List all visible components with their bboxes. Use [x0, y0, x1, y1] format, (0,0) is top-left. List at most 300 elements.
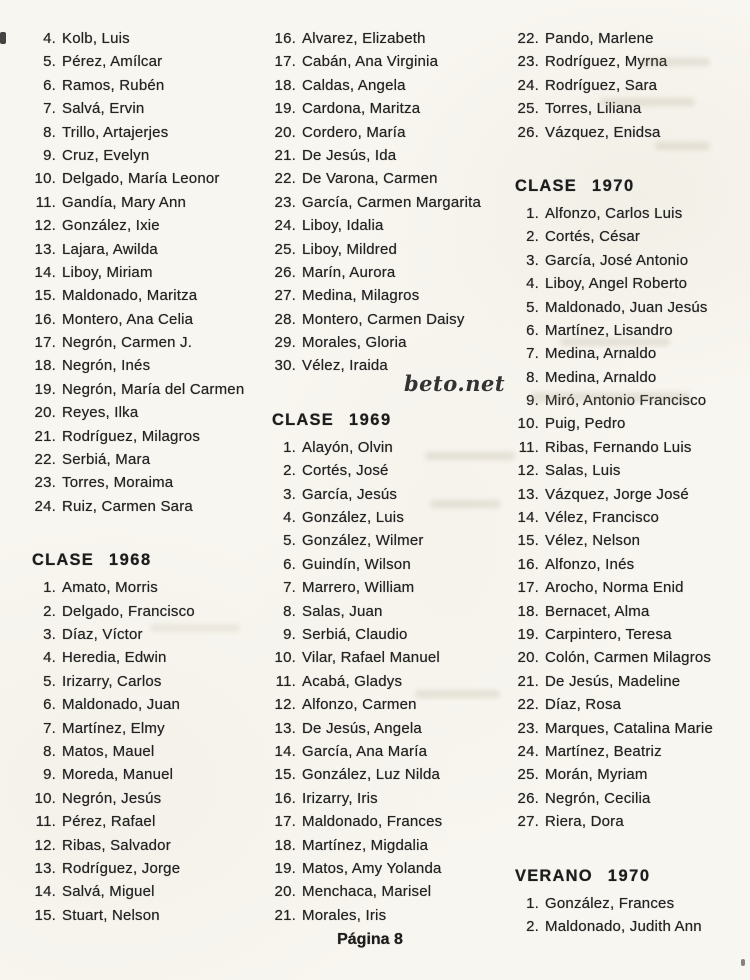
entry-name: Díaz, Rosa: [545, 696, 622, 714]
entry-name: Rodríguez, Myrna: [545, 53, 668, 71]
entry-number: 3.: [43, 625, 56, 643]
entry-name: Menchaca, Marisel: [302, 883, 432, 901]
entry-number: 22.: [517, 30, 539, 47]
roster-entry: [22, 214, 262, 237]
roster-column-right: [505, 27, 750, 938]
roster-entry: [262, 331, 502, 354]
scan-artifact: [741, 959, 745, 966]
roster-entry: [22, 378, 262, 401]
roster-entry: [262, 810, 502, 833]
entry-number: 17.: [274, 813, 296, 831]
roster-entry: [22, 495, 262, 518]
bleed-through-artifact: [655, 142, 710, 150]
entry-name: Delgado, Francisco: [62, 602, 195, 620]
entry-name: Salvá, Miguel: [62, 883, 155, 901]
roster-entry: [262, 191, 502, 214]
roster-entry: [505, 225, 750, 248]
entry-number: 9.: [526, 392, 539, 410]
roster-entry: [262, 553, 502, 576]
entry-number: 15.: [274, 766, 296, 784]
roster-entry: [22, 97, 262, 120]
entry-name: Pérez, Rafael: [62, 813, 156, 831]
bleed-through-artifact: [415, 690, 500, 698]
entry-number: 12.: [34, 836, 56, 854]
roster-entry: [505, 892, 750, 915]
entry-name: Maldonado, Juan: [62, 696, 181, 714]
entry-number: 9.: [43, 146, 56, 164]
entry-name: Riera, Dora: [545, 813, 624, 831]
roster-entry: [22, 191, 262, 214]
roster-entry: [505, 483, 750, 506]
roster-entry: [505, 121, 750, 144]
bleed-through-artifact: [530, 392, 690, 402]
entry-number: 8.: [283, 602, 296, 620]
roster-entry: [22, 167, 262, 190]
roster-entry: [505, 412, 750, 435]
entry-number: 24.: [517, 76, 539, 94]
entry-name: De Jesús, Madeline: [545, 672, 681, 690]
roster-entry: [22, 448, 262, 471]
entry-number: 27.: [517, 813, 539, 831]
entry-name: Guindín, Wilson: [302, 555, 411, 573]
entry-name: González, Luz Nilda: [302, 766, 441, 784]
entry-name: Cruz, Evelyn: [62, 146, 150, 164]
roster-entry: [505, 717, 750, 740]
entry-name: Cardona, Maritza: [302, 100, 421, 118]
roster-entry: [505, 50, 750, 73]
roster-column-middle: [262, 27, 502, 927]
entry-number: 4.: [43, 649, 56, 667]
section-heading: [505, 864, 750, 888]
entry-name: Salas, Luis: [545, 462, 621, 480]
entry-name: Matos, Mauel: [62, 742, 155, 760]
roster-entry: [22, 308, 262, 331]
entry-name: Montero, Ana Celia: [62, 310, 194, 328]
roster-entry: [262, 284, 502, 307]
roster-entry: [262, 214, 502, 237]
entry-number: 16.: [34, 310, 56, 328]
entry-name: Medina, Arnaldo: [545, 368, 657, 386]
entry-number: 23.: [274, 193, 296, 211]
entry-name: Marín, Aurora: [302, 263, 396, 281]
entry-name: Díaz, Víctor: [62, 625, 143, 643]
entry-name: Negrón, Carmen J.: [62, 334, 193, 352]
entry-name: Vilar, Rafael Manuel: [302, 649, 440, 667]
roster-entry: [505, 272, 750, 295]
entry-number: 30.: [274, 357, 296, 375]
entry-name: Stuart, Nelson: [62, 906, 160, 924]
roster-entry: [505, 459, 750, 482]
entry-name: Alfonzo, Carmen: [302, 696, 417, 714]
entry-name: García, Carmen Margarita: [302, 193, 482, 211]
entry-name: Miró, Antonio Francisco: [545, 392, 707, 410]
bleed-through-artifact: [560, 338, 670, 346]
entry-number: 26.: [517, 123, 539, 141]
entry-number: 11.: [518, 438, 539, 456]
entry-name: Reyes, Ilka: [62, 404, 139, 422]
entry-name: Negrón, Cecilia: [545, 789, 651, 807]
entry-name: Negrón, Inés: [62, 357, 151, 375]
entry-name: Alfonzo, Inés: [545, 555, 635, 573]
roster-entry: [22, 401, 262, 424]
roster-entry: [262, 904, 502, 927]
entry-name: Ribas, Fernando Luis: [545, 438, 692, 456]
section-heading-year: 1970: [607, 866, 651, 885]
entry-name: Liboy, Angel Roberto: [545, 275, 688, 293]
entry-number: 19.: [274, 100, 296, 118]
entry-number: 6.: [43, 76, 56, 94]
entry-name: Montero, Carmen Daisy: [302, 310, 465, 328]
roster-entry: [262, 717, 502, 740]
entry-number: 28.: [274, 310, 296, 328]
entry-number: 23.: [517, 53, 539, 71]
roster-entry: [505, 787, 750, 810]
roster-entry: [22, 354, 262, 377]
entry-name: Liboy, Miriam: [62, 263, 153, 281]
entry-name: Vázquez, Jorge José: [545, 485, 689, 503]
roster-entry: [262, 144, 502, 167]
entry-name: García, Ana María: [302, 742, 428, 760]
entry-name: Maldonado, Juan Jesús: [545, 298, 708, 316]
entry-number: 4.: [526, 275, 539, 293]
entry-name: Rodríguez, Sara: [545, 76, 658, 94]
entry-name: Pérez, Amílcar: [62, 53, 163, 71]
entry-name: González, Ixie: [62, 217, 160, 235]
entry-name: Vélez, Nelson: [545, 532, 641, 550]
section-heading: [262, 408, 502, 432]
roster-entry: [262, 459, 502, 482]
roster-entry: [262, 308, 502, 331]
entry-number: 15.: [34, 906, 56, 924]
roster-entry: [505, 763, 750, 786]
entry-number: 12.: [274, 696, 296, 714]
roster-entry: [505, 202, 750, 225]
roster-entry: [505, 366, 750, 389]
entry-name: De Varona, Carmen: [302, 170, 438, 188]
entry-number: 20.: [517, 649, 539, 667]
entry-name: Matos, Amy Yolanda: [302, 859, 442, 877]
entry-number: 9.: [43, 766, 56, 784]
entry-number: 14.: [34, 883, 56, 901]
entry-number: 26.: [517, 789, 539, 807]
entry-name: Maldonado, Frances: [302, 813, 443, 831]
roster-entry: [505, 740, 750, 763]
bleed-through-artifact: [640, 58, 710, 66]
entry-name: Caldas, Angela: [302, 76, 406, 94]
entry-name: Gandía, Mary Ann: [62, 193, 187, 211]
roster-entry: [22, 238, 262, 261]
entry-number: 20.: [34, 404, 56, 422]
entry-number: 7.: [526, 345, 539, 363]
entry-name: Irizarry, Iris: [302, 789, 378, 807]
roster-entry: [505, 670, 750, 693]
bleed-through-artifact: [150, 624, 240, 632]
roster-entry: [22, 763, 262, 786]
entry-number: 14.: [517, 509, 539, 527]
entry-name: Marques, Catalina Marie: [545, 719, 714, 737]
roster-entry: [262, 834, 502, 857]
entry-number: 21.: [274, 146, 296, 164]
entry-name: Pando, Marlene: [545, 30, 654, 47]
entry-name: Vázquez, Enidsa: [545, 123, 661, 141]
roster-entry: [262, 576, 502, 599]
section-heading-year: 1968: [108, 551, 152, 570]
entry-number: 17.: [34, 334, 56, 352]
entry-number: 12.: [34, 217, 56, 235]
entry-number: 21.: [517, 672, 539, 690]
entry-name: Ramos, Rubén: [62, 76, 165, 94]
entry-name: Martínez, Beatriz: [545, 742, 662, 760]
bleed-through-artifact: [430, 500, 500, 508]
roster-entry: [22, 880, 262, 903]
entry-number: 10.: [517, 415, 539, 433]
entry-number: 18.: [517, 602, 539, 620]
roster-entry: [22, 810, 262, 833]
entry-number: 24.: [517, 742, 539, 760]
entry-number: 4.: [283, 509, 296, 527]
roster-entry: [22, 576, 262, 599]
entry-number: 14.: [274, 742, 296, 760]
section-heading: [505, 174, 750, 198]
entry-number: 5.: [43, 53, 56, 71]
page-number: Página 8: [337, 931, 403, 948]
entry-name: Vélez, Iraida: [302, 357, 388, 375]
entry-number: 3.: [526, 251, 539, 269]
entry-number: 17.: [517, 579, 539, 597]
entry-name: Marrero, William: [302, 579, 415, 597]
entry-number: 19.: [517, 625, 539, 643]
entry-name: García, José Antonio: [545, 251, 689, 269]
section-heading-label: VERANO: [515, 866, 593, 885]
section-heading-label: CLASE: [32, 551, 94, 570]
entry-name: Martínez, Elmy: [62, 719, 165, 737]
entry-name: Irizarry, Carlos: [62, 672, 162, 690]
roster-entry: [262, 623, 502, 646]
entry-number: 24.: [34, 497, 56, 515]
roster-entry: [505, 576, 750, 599]
entry-name: Rodríguez, Milagros: [62, 427, 201, 445]
roster-entry: [22, 121, 262, 144]
entry-number: 1.: [43, 579, 56, 597]
roster-entry: [22, 600, 262, 623]
bleed-through-artifact: [425, 452, 515, 460]
entry-number: 22.: [34, 451, 56, 469]
entry-name: García, Jesús: [302, 485, 398, 503]
roster-entry: [262, 506, 502, 529]
entry-name: Ruiz, Carmen Sara: [62, 497, 193, 515]
entry-number: 29.: [274, 334, 296, 352]
entry-number: 13.: [274, 719, 296, 737]
entry-name: Martínez, Lisandro: [545, 321, 673, 339]
entry-number: 20.: [274, 883, 296, 901]
entry-number: 8.: [526, 368, 539, 386]
entry-number: 1.: [283, 438, 296, 456]
entry-number: 8.: [43, 742, 56, 760]
roster-entry: [262, 857, 502, 880]
entry-number: 22.: [274, 170, 296, 188]
entry-number: 26.: [274, 263, 296, 281]
roster-entry: [505, 623, 750, 646]
entry-number: 18.: [34, 357, 56, 375]
roster-entry: [262, 763, 502, 786]
roster-entry: [262, 50, 502, 73]
roster-entry: [262, 646, 502, 669]
entry-number: 24.: [274, 217, 296, 235]
entry-number: 14.: [34, 263, 56, 281]
entry-number: 15.: [34, 287, 56, 305]
roster-entry: [22, 717, 262, 740]
entry-name: De Jesús, Angela: [302, 719, 422, 737]
entry-number: 11.: [35, 813, 56, 831]
entry-name: Cordero, María: [302, 123, 406, 141]
section-heading: [22, 548, 262, 572]
entry-name: Negrón, María del Carmen: [62, 380, 245, 398]
entry-number: 10.: [34, 789, 56, 807]
roster-entry: [262, 74, 502, 97]
roster-entry: [22, 904, 262, 927]
watermark: beto.net: [404, 371, 506, 396]
entry-name: Morales, Gloria: [302, 334, 407, 352]
entry-number: 23.: [517, 719, 539, 737]
entry-number: 19.: [274, 859, 296, 877]
entry-number: 22.: [517, 696, 539, 714]
entry-number: 8.: [43, 123, 56, 141]
roster-entry: [505, 693, 750, 716]
entry-number: 6.: [526, 321, 539, 339]
roster-entry: [22, 331, 262, 354]
entry-name: Serbiá, Mara: [62, 451, 151, 469]
entry-number: 6.: [283, 555, 296, 573]
entry-name: Negrón, Jesús: [62, 789, 162, 807]
roster-entry: [505, 810, 750, 833]
entry-name: Carpintero, Teresa: [545, 625, 672, 643]
entry-number: 17.: [274, 53, 296, 71]
entry-name: Trillo, Artajerjes: [62, 123, 169, 141]
entry-name: Torres, Moraima: [62, 474, 174, 492]
roster-entry: [22, 27, 262, 50]
entry-name: Colón, Carmen Milagros: [545, 649, 712, 667]
roster-entry: [505, 27, 750, 50]
roster-entry: [262, 600, 502, 623]
section-heading-year: 1970: [591, 176, 635, 195]
entry-name: Alayón, Olvin: [302, 438, 393, 456]
entry-number: 19.: [34, 380, 56, 398]
entry-name: Maldonado, Maritza: [62, 287, 198, 305]
roster-entry: [22, 646, 262, 669]
roster-entry: [262, 167, 502, 190]
entry-number: 10.: [274, 649, 296, 667]
roster-entry: [22, 787, 262, 810]
entry-name: Heredia, Edwin: [62, 649, 167, 667]
roster-entry: [22, 144, 262, 167]
entry-name: Alfonzo, Carlos Luis: [545, 204, 683, 222]
entry-number: 5.: [526, 298, 539, 316]
entry-number: 3.: [283, 485, 296, 503]
entry-number: 7.: [283, 579, 296, 597]
entry-number: 5.: [283, 532, 296, 550]
entry-name: Liboy, Mildred: [302, 240, 398, 258]
entry-name: Moreda, Manuel: [62, 766, 174, 784]
entry-number: 20.: [274, 123, 296, 141]
entry-number: 4.: [43, 30, 56, 47]
entry-number: 10.: [34, 170, 56, 188]
roster-entry: [22, 471, 262, 494]
entry-number: 11.: [275, 672, 296, 690]
roster-entry: [262, 787, 502, 810]
entry-name: Martínez, Migdalia: [302, 836, 429, 854]
roster-entry: [262, 121, 502, 144]
entry-number: 15.: [517, 532, 539, 550]
roster-entry: [22, 425, 262, 448]
entry-number: 7.: [43, 719, 56, 737]
roster-entry: [505, 506, 750, 529]
entry-name: Acabá, Gladys: [302, 672, 403, 690]
entry-number: 16.: [274, 789, 296, 807]
roster-entry: [22, 857, 262, 880]
entry-number: 2.: [283, 462, 296, 480]
roster-entry: [22, 693, 262, 716]
entry-number: 18.: [274, 76, 296, 94]
entry-name: De Jesús, Ida: [302, 146, 397, 164]
roster-entry: [22, 670, 262, 693]
entry-name: Medina, Arnaldo: [545, 345, 657, 363]
roster-entry: [262, 261, 502, 284]
roster-entry: [22, 261, 262, 284]
entry-number: 7.: [43, 100, 56, 118]
entry-name: Medina, Milagros: [302, 287, 420, 305]
entry-number: 1.: [526, 204, 539, 222]
entry-name: Morales, Iris: [302, 906, 387, 924]
roster-entry: [262, 740, 502, 763]
roster-entry: [22, 284, 262, 307]
entry-number: 13.: [34, 859, 56, 877]
entry-number: 21.: [34, 427, 56, 445]
entry-number: 13.: [34, 240, 56, 258]
entry-number: 5.: [43, 672, 56, 690]
entry-name: Lajara, Awilda: [62, 240, 158, 258]
entry-name: Rodríguez, Jorge: [62, 859, 181, 877]
entry-name: Arocho, Norma Enid: [545, 579, 684, 597]
section-heading-year: 1969: [348, 410, 392, 429]
entry-name: Alvarez, Elizabeth: [302, 30, 426, 47]
roster-entry: [262, 27, 502, 50]
entry-name: Cabán, Ana Virginia: [302, 53, 439, 71]
entry-number: 2.: [43, 602, 56, 620]
entry-name: González, Frances: [545, 894, 675, 912]
entry-name: Ribas, Salvador: [62, 836, 171, 854]
roster-entry: [505, 529, 750, 552]
entry-number: 9.: [283, 625, 296, 643]
roster-entry: [22, 74, 262, 97]
entry-name: Serbiá, Claudio: [302, 625, 408, 643]
entry-name: Maldonado, Judith Ann: [545, 917, 702, 935]
entry-name: González, Luis: [302, 509, 405, 527]
roster-entry: [262, 238, 502, 261]
entry-number: 21.: [274, 906, 296, 924]
entry-name: Salvá, Ervin: [62, 100, 145, 118]
entry-number: 2.: [526, 228, 539, 246]
entry-number: 16.: [517, 555, 539, 573]
section-heading-label: CLASE: [272, 410, 334, 429]
entry-number: 25.: [517, 766, 539, 784]
entry-number: 1.: [526, 894, 539, 912]
roster-entry: [505, 436, 750, 459]
entry-name: González, Wilmer: [302, 532, 424, 550]
roster-entry: [22, 50, 262, 73]
roster-entry: [505, 553, 750, 576]
roster-entry: [505, 646, 750, 669]
entry-name: Salas, Juan: [302, 602, 383, 620]
